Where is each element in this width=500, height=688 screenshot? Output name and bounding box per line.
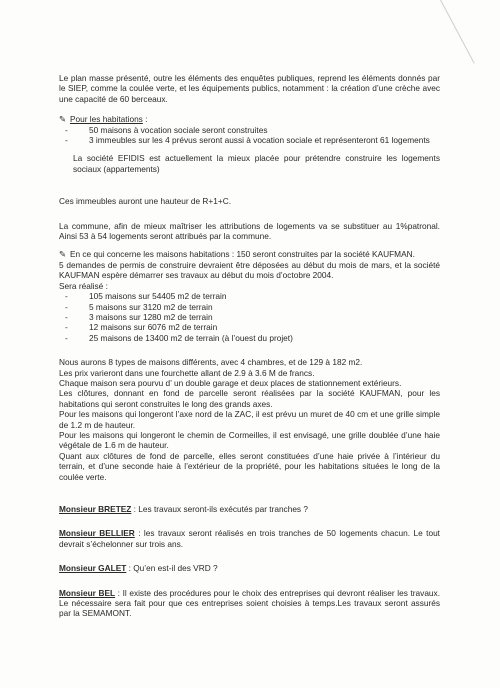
habitations-heading-label: Pour les habitations (69, 114, 143, 125)
efidis-paragraph: La société EFIDIS est actuellement la mieux placée pour prétendre construire les logements sociaux (appartements) (73, 153, 440, 174)
details-line: Nous aurons 8 types de maisons différents, avec 4 chambres, et de 129 à 182 m2. (59, 357, 363, 368)
pencil-arrow-icon: ✎ (59, 249, 66, 260)
details-line: Les clôtures, donnant en fond de parcelle seront réalisées par la société KAUFMAN, pour les habitations qui seront construites le long des grands axes. (59, 388, 440, 409)
habitations-list (59, 125, 440, 146)
details-line: Les prix varieront dans une fourchette allant de 2.9 à 3.6 M de francs. (59, 367, 315, 378)
realise-label: Sera réalisé : (59, 280, 108, 291)
speaker-text: : les travaux seront réalisés en trois tranches de 50 logements chacun. Le tout devrait s’échelonner sur trois ans. (59, 528, 440, 549)
list-item: - 3 maisons sur 1280 m2 de terrain (65, 312, 440, 322)
details-line: Pour les maisons qui longeront le chemin de Cormeilles, il est envisagé, une grille doublée d’une haie végétale de 1.6 m de hauteur. (59, 429, 440, 451)
dialogue-bellier (59, 528, 440, 549)
dialogue-bretez (59, 504, 440, 514)
speaker-text: : Qu’en est-il des VRD ? (126, 563, 218, 574)
list-item: - 25 maisons de 13400 m2 de terrain (à l’ouest du projet) (65, 333, 440, 343)
dialogue-galet (59, 563, 440, 573)
maisons-heading (59, 249, 440, 259)
habitations-heading (59, 114, 440, 124)
list-item: - 5 maisons sur 3120 m2 de terrain (65, 302, 440, 312)
document-page (59, 73, 440, 619)
maisons-heading-rest: : 150 seront construites par la société KAUFMAN. (229, 249, 415, 260)
list-item: - 3 immeubles sur les 4 prévus seront aussi à vocation sociale et représenteront 61 logements (65, 135, 440, 145)
attributions-paragraph: La commune, afin de mieux maîtriser les attributions de logements va se substituer au 1%patronal. Ainsi 53 à 54 logements seront attribués par la commune. (59, 220, 440, 242)
maisons-heading-label: En ce qui concerne les maisons habitations (69, 249, 230, 260)
details-line: Chaque maison sera pourvu d’ un double garage et deux places de stationnement extérieurs. (59, 377, 402, 388)
hauteur-paragraph: Ces immeubles auront une hauteur de R+1+C. (59, 196, 232, 207)
intro-paragraph: Le plan masse présenté, outre les éléments des enquêtes publiques, reprend les éléments donnés par le SIEP, comme la coulée verte, et les équipements publics, notamment : la création d’une crèche avec une capacité de 60 berceaux. (59, 73, 440, 104)
maisons-list (59, 291, 440, 343)
speaker-name: Monsieur BRETEZ (59, 504, 132, 514)
pencil-arrow-icon: ✎ (59, 114, 66, 125)
scan-edge-line (440, 0, 475, 64)
speaker-name: Monsieur BEL (59, 587, 116, 598)
speaker-text: : Il existe des procédures pour le choix des entreprises qui devront réaliser les travaux. Le nécessaire sera fait pour que ces entreprises soient choisies à temps.Les travaux seront assurés par la SEMAMONT. (59, 587, 440, 619)
dialogue-bel (59, 588, 440, 619)
list-item: - 105 maisons sur 54405 m2 de terrain (65, 291, 440, 301)
details-block (59, 357, 440, 482)
speaker-name: Monsieur BELLIER (59, 528, 135, 539)
list-item: - 50 maisons à vocation sociale seront construites (65, 125, 440, 135)
speaker-name: Monsieur GALET (59, 563, 127, 574)
details-line: Pour les maisons qui longeront l’axe nord de la ZAC, il est prévu un muret de 40 cm et une grille simple de 1.2 m de hauteur. (59, 409, 440, 430)
details-line: Quant aux clôtures de fond de parcelle, elles seront constituées d’une haie privée à l’intérieur du terrain, et d’une seconde haie à l’extérieur de la propriété, pour les habitations situées le long de la coulée verte. (59, 450, 440, 482)
list-item: - 12 maisons sur 6076 m2 de terrain (65, 322, 440, 332)
demandes-paragraph: 5 demandes de permis de construire devraient être déposées au début du mois de mars, et la société KAUFMAN espère démarrer ses travaux au début du mois d’octobre 2004. (59, 259, 440, 281)
habitations-heading-colon: : (142, 114, 148, 125)
speaker-text: : Les travaux seront-ils exécutés par tranches ? (131, 504, 308, 514)
